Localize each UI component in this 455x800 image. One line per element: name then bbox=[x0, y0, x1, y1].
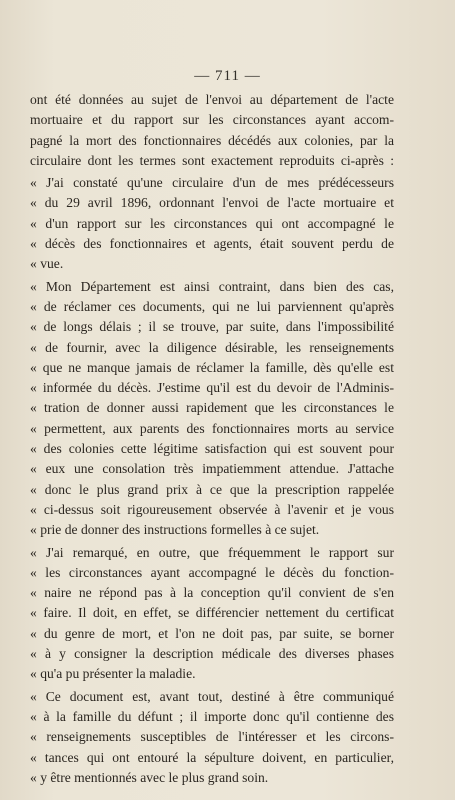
text-line: « Mon Département est ainsi contraint, dans bien des cas, bbox=[30, 278, 394, 294]
text-line: « y être mentionnés avec le plus grand soin. bbox=[30, 769, 269, 785]
text-line: ont été données au sujet de l'envoi au département de l'acte bbox=[30, 92, 394, 107]
text-line: « tances qui ont entouré la sépulture doivent, en particulier, bbox=[30, 749, 394, 765]
text-line: « de réclamer ces documents, qui ne lui parviennent qu'après bbox=[30, 298, 394, 314]
text-line: « J'ai constaté qu'une circulaire d'un de mes prédécesseurs bbox=[30, 175, 394, 191]
text-line: « eux une consolation très impatiemment attendue. J'attache bbox=[30, 461, 394, 477]
text-line: pagné la mort des fonctionnaires décédés aux colonies, par la bbox=[30, 132, 394, 148]
text-line: « permettent, aux parents des fonctionnaires morts au service bbox=[30, 420, 394, 436]
text-line: « faire. Il doit, en effet, se différencier nettement du certificat bbox=[30, 605, 394, 621]
text-line: « qu'a pu présenter la maladie. bbox=[30, 666, 196, 682]
text-line: « prie de donner des instructions formelles à ce sujet. bbox=[30, 522, 320, 538]
text-line: « d'un rapport sur les circonstances qui ont accompagné le bbox=[30, 215, 394, 231]
text-line: « que ne manque jamais de réclamer la famille, dès qu'elle est bbox=[30, 359, 394, 375]
text-line: « vue. bbox=[30, 256, 64, 272]
text-line: « du genre de mort, et l'on ne doit pas, par suite, se borner bbox=[30, 625, 394, 641]
text-line: « Ce document est, avant tout, destiné à être communiqué bbox=[30, 688, 394, 704]
text-line: « naire ne répond pas à la conception qu'il convient de s'en bbox=[30, 585, 394, 601]
text-line: « de longs délais ; il se trouve, par suite, dans l'impossibilité bbox=[30, 319, 394, 335]
text-line: « de fournir, avec la diligence désirable, les renseignements bbox=[30, 339, 394, 355]
text-line: « du 29 avril 1896, ordonnant l'envoi de l'acte mortuaire et bbox=[30, 195, 394, 211]
text-line: « décès des fonctionnaires et agents, était souvent perdu de bbox=[30, 236, 394, 252]
text-line: « des colonies cette légitime satisfaction qui est souvent pour bbox=[30, 441, 394, 457]
text-line: « à y consigner la description médicale des diverses phases bbox=[30, 646, 394, 662]
text-line: « ci-dessus soit rigoureusement observée à l'avenir et je vous bbox=[30, 501, 394, 517]
text-line: « les circonstances ayant accompagné le décès du fonction- bbox=[30, 564, 394, 580]
text-line: « informée du décès. J'estime qu'il est du devoir de l'Adminis- bbox=[30, 380, 394, 396]
text-line: « à la famille du défunt ; il importe donc qu'il contienne des bbox=[30, 708, 394, 724]
text-line: « donc le plus grand prix à ce que la prescription rappelée bbox=[30, 481, 394, 497]
text-line: mortuaire et du rapport sur les circonstances ayant accom- bbox=[30, 112, 394, 128]
page-number: — 711 — bbox=[194, 68, 261, 84]
text-line: circulaire dont les termes sont exactement reproduits ci-après : bbox=[30, 152, 394, 168]
text-line: « renseignements susceptibles de l'intéresser et les circons- bbox=[30, 729, 394, 745]
text-line: « tration de donner aussi rapidement que les circonstances le bbox=[30, 400, 394, 416]
text-line: « J'ai remarqué, en outre, que fréquemment le rapport sur bbox=[30, 544, 394, 560]
body-text bbox=[30, 90, 394, 788]
